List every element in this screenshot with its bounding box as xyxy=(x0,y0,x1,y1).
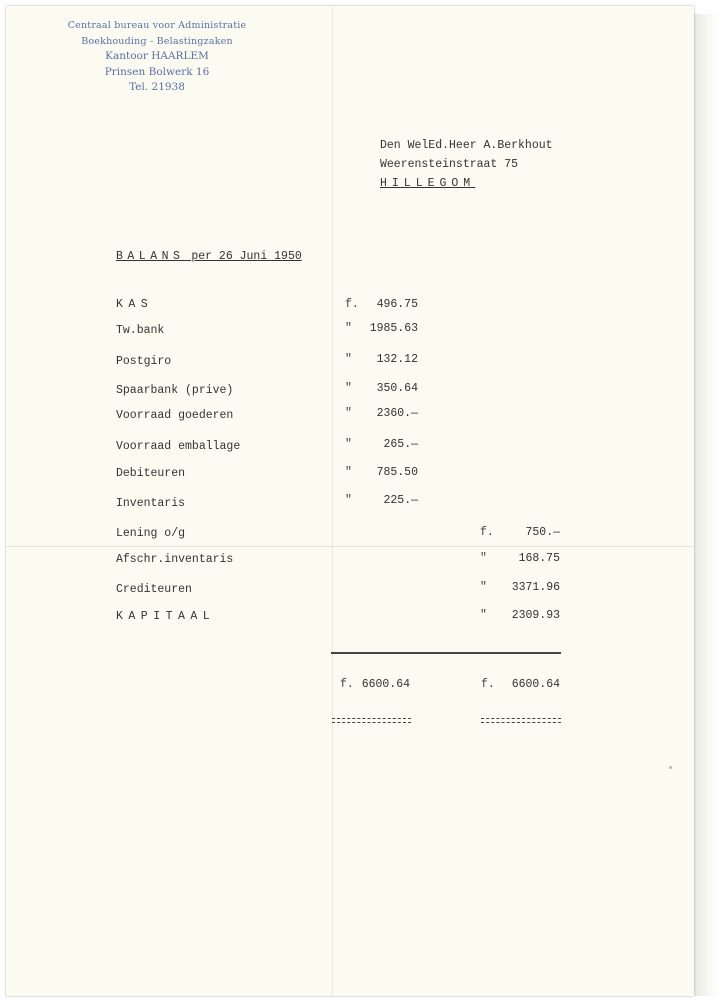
ledger-currency-postgiro: " xyxy=(345,353,352,366)
debit-total-double-rule xyxy=(332,718,411,719)
paper-edge-shadow xyxy=(694,14,720,996)
ledger-currency-voorraad-emballage: " xyxy=(345,438,352,451)
stamp-line-phone: Tel. 21938 xyxy=(129,81,185,93)
stamp-line-office: Centraal bureau voor Administratie xyxy=(67,20,247,31)
ledger-label-crediteuren: Crediteuren xyxy=(116,583,192,596)
paper-fold-horizontal xyxy=(6,546,694,547)
ledger-label-lening: Lening o/g xyxy=(116,527,186,540)
office-stamp xyxy=(52,18,262,96)
ledger-currency-afschr-inventaris: " xyxy=(480,552,487,565)
ledger-label-kapitaal: KAPITAAL xyxy=(116,610,216,623)
ledger-label-afschr-inventaris: Afschr.inventaris xyxy=(116,553,234,566)
ledger-currency-kapitaal: " xyxy=(480,609,487,622)
stamp-line-street: Prinsen Bolwerk 16 xyxy=(104,65,210,78)
ledger-label-debiteuren: Debiteuren xyxy=(116,467,186,480)
credit-total-currency: f. xyxy=(481,678,495,691)
stamp-line-services: Boekhouding - Belastingzaken xyxy=(81,35,233,47)
debit-total-amount: 6600.64 xyxy=(361,678,410,691)
ledger-amount-voorraad-goederen: 2360.— xyxy=(376,407,418,420)
ledger-amount-kapitaal: 2309.93 xyxy=(511,609,560,622)
ledger-label-postgiro: Postgiro xyxy=(116,355,172,368)
ledger-currency-lening: f. xyxy=(480,526,494,539)
credit-total-double-rule-lower xyxy=(481,722,561,723)
credit-total-double-rule xyxy=(481,718,561,719)
ledger-currency-kas: f. xyxy=(345,298,359,311)
ledger-amount-twbank: 1985.63 xyxy=(369,322,418,335)
recipient-name: Den WelEd.Heer A.Berkhout xyxy=(380,139,553,152)
debit-total-currency: f. xyxy=(340,678,354,691)
ledger-amount-kas: 496.75 xyxy=(376,298,418,311)
ledger-currency-crediteuren: " xyxy=(480,581,487,594)
paper-fold-vertical xyxy=(332,6,333,996)
ledger-amount-inventaris: 225.— xyxy=(383,494,418,507)
ledger-amount-postgiro: 132.12 xyxy=(376,353,418,366)
ledger-label-spaarbank: Spaarbank (prive) xyxy=(116,384,234,397)
debit-total-double-rule-lower xyxy=(332,722,411,723)
ledger-amount-debiteuren: 785.50 xyxy=(376,466,418,479)
ledger-label-kas: KAS xyxy=(116,298,154,311)
recipient-street: Weerensteinstraat 75 xyxy=(380,158,519,171)
stamp-line-location: Kantoor HAARLEM xyxy=(105,50,209,62)
ledger-amount-lening: 750.— xyxy=(525,526,560,539)
totals-rule xyxy=(331,652,561,654)
recipient-city: HILLEGOM xyxy=(380,177,476,190)
ledger-currency-twbank: " xyxy=(345,322,352,335)
ledger-amount-afschr-inventaris: 168.75 xyxy=(518,552,560,565)
ledger-label-twbank: Tw.bank xyxy=(116,324,165,337)
ledger-amount-spaarbank: 350.64 xyxy=(376,382,418,395)
ledger-label-voorraad-emballage: Voorraad emballage xyxy=(116,440,241,453)
balance-heading-label: BALANS xyxy=(116,250,185,263)
ledger-currency-spaarbank: " xyxy=(345,382,352,395)
recipient-address xyxy=(380,136,553,193)
ledger-currency-debiteuren: " xyxy=(345,466,352,479)
ledger-currency-inventaris: " xyxy=(345,494,352,507)
balance-heading-date: per 26 Juni 1950 xyxy=(184,250,302,263)
ledger-label-voorraad-goederen: Voorraad goederen xyxy=(116,409,234,422)
balance-heading xyxy=(116,250,302,263)
ledger-currency-voorraad-goederen: " xyxy=(345,407,352,420)
credit-total-amount: 6600.64 xyxy=(511,678,560,691)
ledger-label-inventaris: Inventaris xyxy=(116,497,186,510)
paper-speck xyxy=(669,766,672,769)
ledger-amount-crediteuren: 3371.96 xyxy=(511,581,560,594)
ledger-amount-voorraad-emballage: 265.— xyxy=(383,438,418,451)
